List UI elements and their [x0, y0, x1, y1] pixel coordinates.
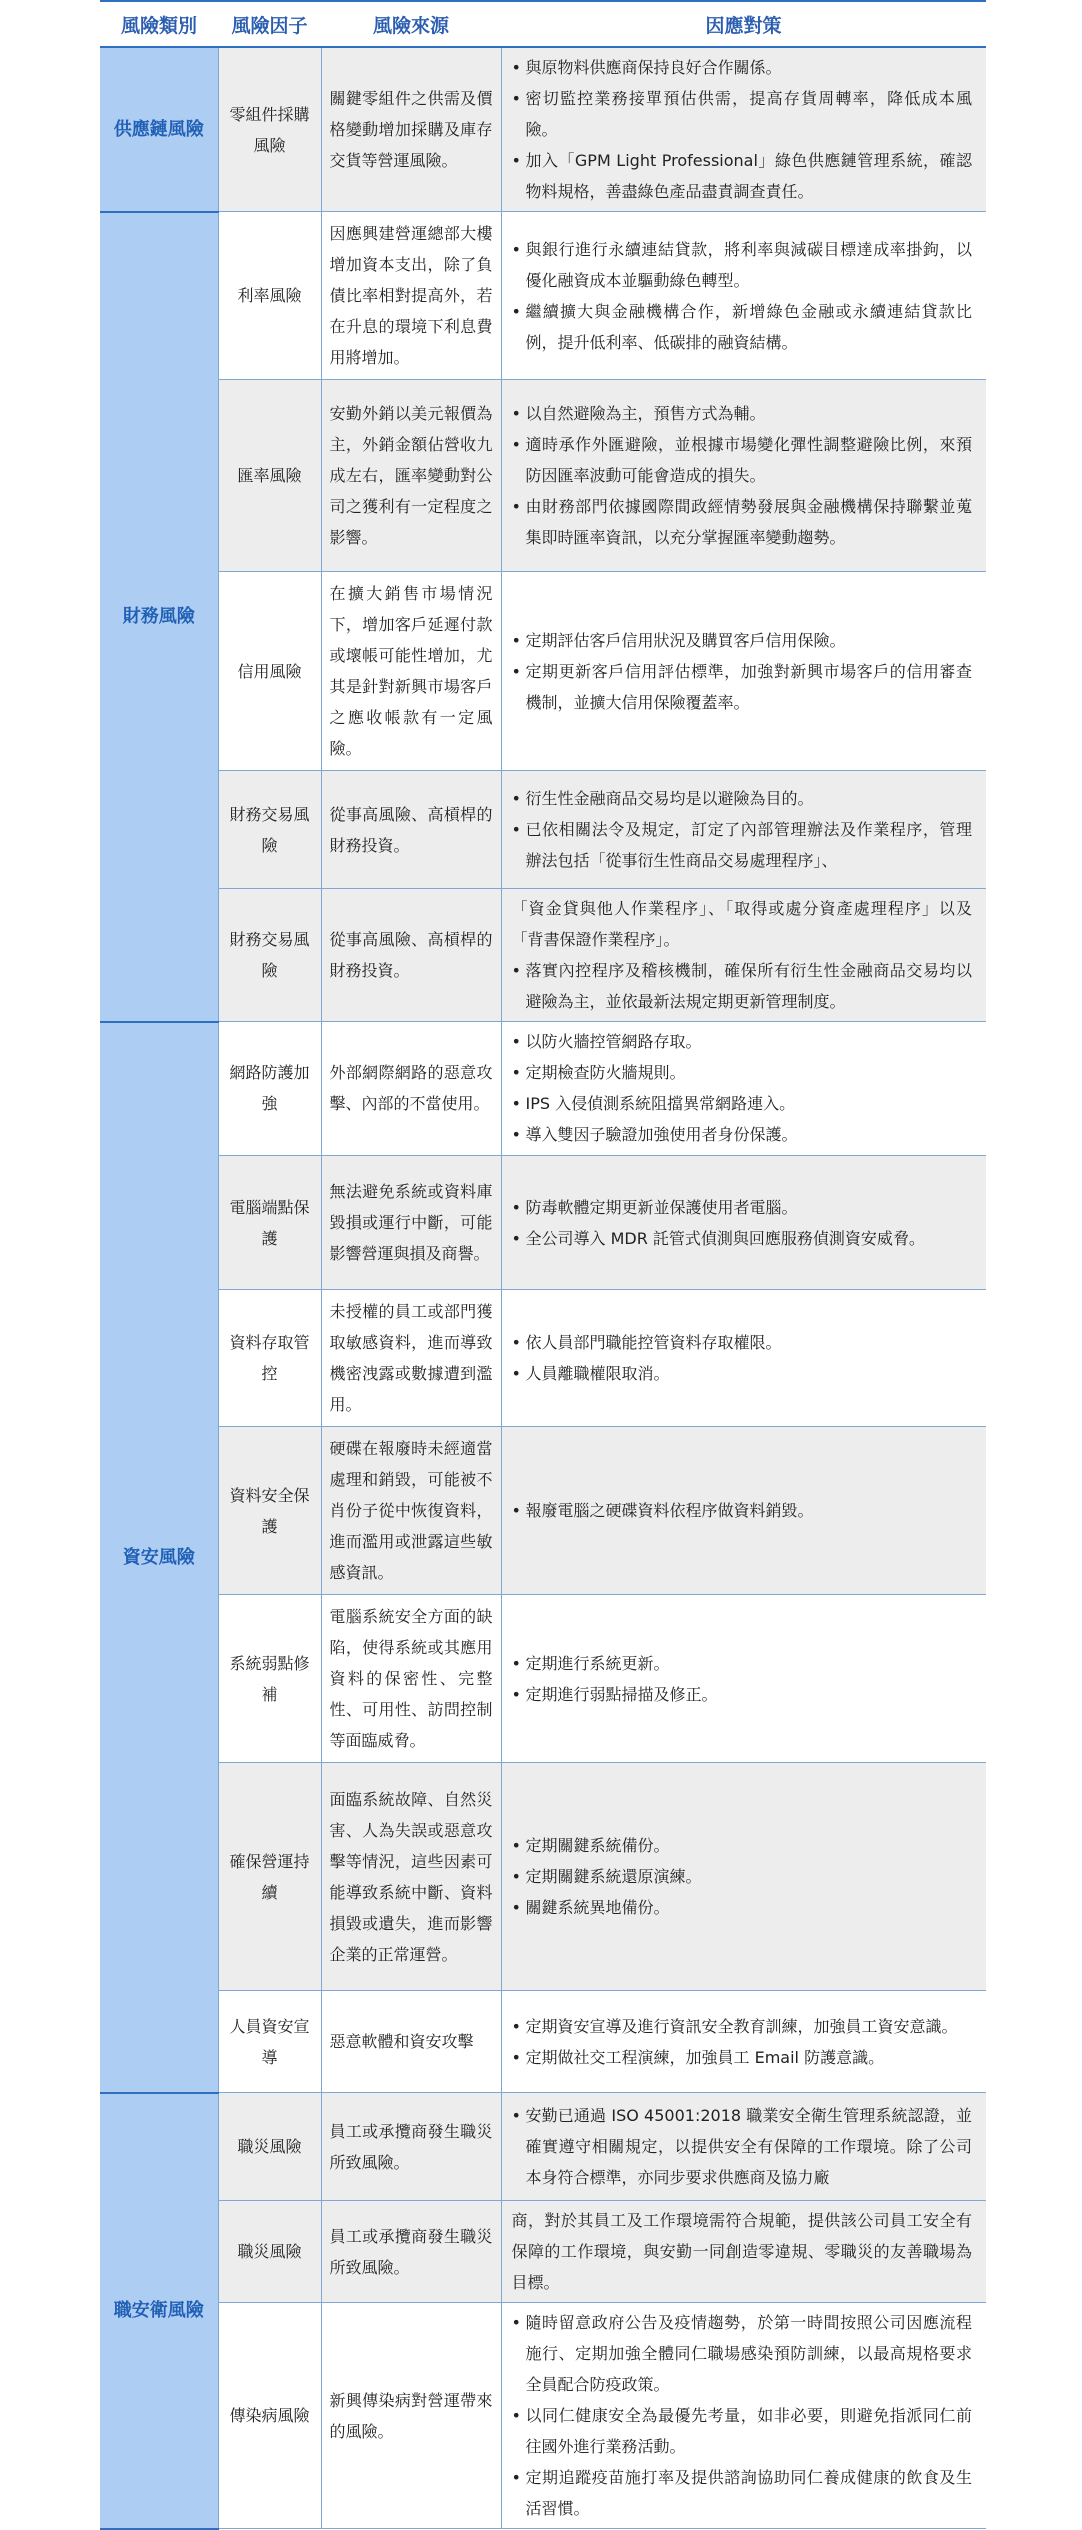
header-source: 風險來源	[321, 1, 501, 47]
bullet-icon: •	[511, 2016, 521, 2036]
response-cell	[501, 2303, 986, 2529]
response-text: 與原物料供應商保持良好合作關係。	[525, 58, 782, 77]
factor-cell: 資料安全保護	[218, 1427, 321, 1595]
response-cell	[501, 1290, 986, 1427]
response-item	[512, 1648, 973, 1679]
bullet-icon: •	[511, 1501, 521, 1520]
response-text: 與銀行進行永續連結貸款，將利率與減碳目標達成率掛鉤，以優化融資成本並驅動綠色轉型。	[525, 239, 972, 290]
response-text: 繼續擴大與金融機構合作，新增綠色金融或永續連結貸款比例，提升低利率、低碳排的融資結構。	[525, 301, 972, 352]
response-cell	[501, 889, 986, 1022]
response-cell	[501, 771, 986, 889]
response-text: 隨時留意政府公告及疫情趨勢，於第一時間按照公司因應流程施行、定期加強全體同仁職場感染預防訓練，以最高規格要求全員配合防疫政策。	[525, 2313, 972, 2394]
source-cell: 新興傳染病對營運帶來的風險。	[321, 2303, 501, 2529]
response-item	[512, 145, 973, 207]
header-category: 風險類別	[100, 1, 218, 47]
bullet-icon: •	[511, 404, 521, 423]
table-row	[100, 1156, 986, 1290]
response-item	[512, 1088, 973, 1119]
response-text: 定期資安宣導及進行資訊安全教育訓練，加強員工資安意識。	[525, 2016, 958, 2036]
bullet-icon: •	[511, 2047, 521, 2067]
response-cell	[501, 2201, 986, 2303]
table-row	[100, 1991, 986, 2093]
response-text: 密切監控業務接單預估供需，提高存貨周轉率，降低成本風險。	[525, 89, 972, 139]
response-item	[512, 1327, 973, 1358]
response-text: 定期評估客戶信用狀況及購買客戶信用保險。	[525, 630, 846, 650]
bullet-icon: •	[511, 961, 521, 980]
response-item	[512, 429, 973, 491]
response-item	[512, 1679, 973, 1710]
source-cell: 從事高風險、高槓桿的財務投資。	[321, 889, 501, 1022]
response-item	[512, 1861, 973, 1892]
response-cell	[501, 212, 986, 380]
risk-table	[100, 0, 986, 2530]
factor-cell: 確保營運持續	[218, 1763, 321, 1991]
factor-cell: 財務交易風險	[218, 771, 321, 889]
response-text: 已依相關法令及規定，訂定了內部管理辦法及作業程序，管理辦法包括「從事衍生性商品交易處理程序」、	[525, 820, 972, 870]
source-cell: 在擴大銷售市場情況下，增加客戶延遲付款或壞帳可能性增加，尤其是針對新興市場客戶之應收帳款有一定風險。	[321, 572, 501, 771]
table-row	[100, 212, 986, 380]
response-item	[512, 1119, 973, 1150]
bullet-icon: •	[511, 789, 521, 808]
response-text: 全公司導入 MDR 託管式偵測與回應服務偵測資安威脅。	[525, 1228, 925, 1248]
source-cell: 外部網際網路的惡意攻擊、內部的不當使用。	[321, 1022, 501, 1156]
factor-cell: 資料存取管控	[218, 1290, 321, 1427]
response-text: 落實內控程序及稽核機制，確保所有衍生性金融商品交易均以避險為主，並依最新法規定期更新管理制度。	[525, 961, 972, 1011]
table-row	[100, 1595, 986, 1763]
source-cell: 員工或承攬商發生職災所致風險。	[321, 2093, 501, 2201]
response-text: 以自然避險為主，預售方式為輔。	[525, 404, 766, 423]
response-item	[512, 1830, 973, 1861]
response-item	[512, 1892, 973, 1923]
response-item	[512, 2462, 973, 2524]
response-text: 關鍵系統異地備份。	[525, 1898, 670, 1917]
response-item	[512, 296, 973, 358]
response-text: 導入雙因子驗證加強使用者身份保護。	[525, 1125, 798, 1145]
response-text: 以同仁健康安全為最優先考量，如非必要，則避免指派同仁前往國外進行業務活動。	[525, 2406, 972, 2456]
bullet-icon: •	[511, 301, 521, 321]
category-ohs: 職安衛風險	[100, 2093, 218, 2529]
response-item	[512, 1192, 973, 1223]
factor-cell: 匯率風險	[218, 380, 321, 572]
category-supply: 供應鏈風險	[100, 47, 218, 212]
response-item	[512, 2100, 973, 2193]
response-cell	[501, 47, 986, 212]
response-text: 定期進行弱點掃描及修正。	[525, 1684, 718, 1704]
source-cell: 關鍵零組件之供需及價格變動增加採購及庫存交貨等營運風險。	[321, 47, 501, 212]
response-text: 定期追蹤疫苗施打率及提供諮詢協助同仁養成健康的飲食及生活習慣。	[525, 2468, 972, 2518]
category-finance: 財務風險	[100, 212, 218, 1022]
response-text: 報廢電腦之硬碟資料依程序做資料銷毀。	[525, 1501, 814, 1520]
table-header	[100, 1, 986, 47]
response-item	[512, 52, 973, 83]
table-row	[100, 2303, 986, 2529]
table-row	[100, 1290, 986, 1427]
bullet-icon: •	[511, 89, 521, 108]
response-text: 由財務部門依據國際間政經情勢發展與金融機構保持聯繫並蒐集即時匯率資訊，以充分掌握匯率變動趨勢。	[525, 497, 972, 547]
source-cell: 電腦系統安全方面的缺陷，使得系統或其應用資料的保密性、完整性、可用性、訪問控制等面臨威脅。	[321, 1595, 501, 1763]
response-item	[512, 2042, 973, 2073]
source-cell: 硬碟在報廢時未經適當處理和銷毀，可能被不肖份子從中恢復資料，進而濫用或泄露這些敏感資訊。	[321, 1427, 501, 1595]
response-text: 定期關鍵系統備份。	[525, 1836, 670, 1855]
response-item	[512, 1358, 973, 1389]
bullet-icon: •	[511, 2468, 521, 2487]
response-item	[512, 783, 973, 814]
response-text: 依人員部門職能控管資料存取權限。	[525, 1333, 782, 1352]
source-cell: 惡意軟體和資安攻擊	[321, 1991, 501, 2093]
source-cell: 從事高風險、高槓桿的財務投資。	[321, 771, 501, 889]
bullet-icon: •	[511, 435, 521, 454]
bullet-icon: •	[511, 151, 521, 170]
bullet-icon: •	[511, 1125, 521, 1145]
bullet-icon: •	[511, 1653, 521, 1673]
bullet-icon: •	[511, 2106, 521, 2125]
response-cell	[501, 1991, 986, 2093]
factor-cell: 傳染病風險	[218, 2303, 321, 2529]
response-item	[512, 1026, 973, 1057]
bullet-icon: •	[511, 1197, 521, 1217]
response-text: 安勤已通過 ISO 45001:2018 職業安全衛生管理系統認證，並確實遵守相關規定，以提供安全有保障的工作環境。除了公司本身符合標準，亦同步要求供應商及協力廠	[525, 2106, 972, 2187]
response-item	[512, 625, 973, 656]
response-cell	[501, 2093, 986, 2201]
response-cell	[501, 572, 986, 771]
bullet-icon: •	[511, 1684, 521, 1704]
factor-cell: 網路防護加強	[218, 1022, 321, 1156]
response-item	[512, 814, 973, 876]
response-cell	[501, 1022, 986, 1156]
factor-cell: 零組件採購風險	[218, 47, 321, 212]
response-text: 定期更新客戶信用評估標準，加強對新興市場客戶的信用審查機制，並擴大信用保險覆蓋率。	[525, 661, 972, 712]
bullet-icon: •	[511, 1333, 521, 1352]
table-row	[100, 47, 986, 212]
bullet-icon: •	[511, 2313, 521, 2332]
response-continuation: 「資金貸與他人作業程序」、「取得或處分資產處理程序」以及「背書保證作業程序」。	[511, 899, 972, 949]
table-row	[100, 1763, 986, 1991]
response-cell	[501, 1427, 986, 1595]
bullet-icon: •	[511, 1836, 521, 1855]
bullet-icon: •	[511, 1364, 521, 1383]
response-cell	[501, 380, 986, 572]
source-cell: 員工或承攬商發生職災所致風險。	[321, 2201, 501, 2303]
response-item	[512, 1223, 973, 1254]
table-row	[100, 1427, 986, 1595]
response-text: 防毒軟體定期更新並保護使用者電腦。	[525, 1197, 798, 1217]
table-row	[100, 889, 986, 1022]
source-cell: 安勤外銷以美元報價為主，外銷金額佔營收九成左右，匯率變動對公司之獲利有一定程度之影響。	[321, 380, 501, 572]
bullet-icon: •	[511, 239, 521, 259]
response-text: 定期檢查防火牆規則。	[525, 1063, 686, 1083]
response-item	[512, 955, 973, 1017]
response-cell	[501, 1763, 986, 1991]
header-factor: 風險因子	[218, 1, 321, 47]
category-infosec: 資安風險	[100, 1022, 218, 2093]
factor-cell: 人員資安宣導	[218, 1991, 321, 2093]
response-cell	[501, 1595, 986, 1763]
response-text: 加入「GPM Light Professional」綠色供應鏈管理系統，確認物料規格，善盡綠色產品盡責調查責任。	[525, 151, 972, 201]
table-row	[100, 380, 986, 572]
response-text: 定期關鍵系統還原演練。	[525, 1867, 702, 1886]
response-item	[512, 234, 973, 296]
response-cell	[501, 1156, 986, 1290]
bullet-icon: •	[511, 1867, 521, 1886]
factor-cell: 利率風險	[218, 212, 321, 380]
response-item	[512, 83, 973, 145]
source-cell: 未授權的員工或部門獲取敏感資料，進而導致機密洩露或數據遭到濫用。	[321, 1290, 501, 1427]
response-continuation: 商，對於其員工及工作環境需符合規範，提供該公司員工安全有保障的工作環境，與安勤一同創造零違規、零職災的友善職場為目標。	[511, 2211, 972, 2292]
table-row	[100, 2093, 986, 2201]
response-item	[512, 2400, 973, 2462]
response-text: 人員離職權限取消。	[525, 1364, 670, 1383]
response-item	[512, 2307, 973, 2400]
response-item	[512, 491, 973, 553]
response-text: IPS 入侵偵測系統阻擋異常網路連入。	[525, 1094, 796, 1114]
response-text: 定期進行系統更新。	[525, 1653, 670, 1673]
bullet-icon: •	[511, 497, 521, 516]
bullet-icon: •	[511, 820, 521, 839]
response-item	[512, 656, 973, 718]
bullet-icon: •	[511, 1032, 521, 1052]
table-row	[100, 2201, 986, 2303]
factor-cell: 系統弱點修補	[218, 1595, 321, 1763]
factor-cell: 職災風險	[218, 2201, 321, 2303]
source-cell: 因應興建營運總部大樓增加資本支出，除了負債比率相對提高外，若在升息的環境下利息費用將增加。	[321, 212, 501, 380]
factor-cell: 財務交易風險	[218, 889, 321, 1022]
table-row	[100, 1022, 986, 1156]
factor-cell: 電腦端點保護	[218, 1156, 321, 1290]
factor-cell: 信用風險	[218, 572, 321, 771]
bullet-icon: •	[511, 630, 521, 650]
response-text: 以防火牆控管網路存取。	[525, 1032, 702, 1052]
header-response: 因應對策	[501, 1, 986, 47]
response-item	[512, 398, 973, 429]
source-cell: 面臨系統故障、自然災害、人為失誤或惡意攻擊等情況，這些因素可能導致系統中斷、資料損毀或遺失，進而影響企業的正常運營。	[321, 1763, 501, 1991]
response-item	[512, 1495, 973, 1526]
bullet-icon: •	[511, 1228, 521, 1248]
bullet-icon: •	[511, 1094, 521, 1114]
table-row	[100, 771, 986, 889]
bullet-icon: •	[511, 58, 521, 77]
bullet-icon: •	[511, 2406, 521, 2425]
bullet-icon: •	[511, 1063, 521, 1083]
source-cell: 無法避免系統或資料庫毀損或運行中斷，可能影響營運與損及商譽。	[321, 1156, 501, 1290]
response-item	[512, 2011, 973, 2042]
response-item	[512, 1057, 973, 1088]
response-text: 衍生性金融商品交易均是以避險為目的。	[525, 789, 814, 808]
bullet-icon: •	[511, 1898, 521, 1917]
factor-cell: 職災風險	[218, 2093, 321, 2201]
response-text: 適時承作外匯避險，並根據市場變化彈性調整避險比例，來預防因匯率波動可能會造成的損失。	[525, 435, 972, 485]
table-row	[100, 572, 986, 771]
bullet-icon: •	[511, 661, 521, 681]
response-text: 定期做社交工程演練，加強員工 Email 防護意識。	[525, 2047, 885, 2067]
risk-table-wrapper	[100, 0, 986, 2518]
